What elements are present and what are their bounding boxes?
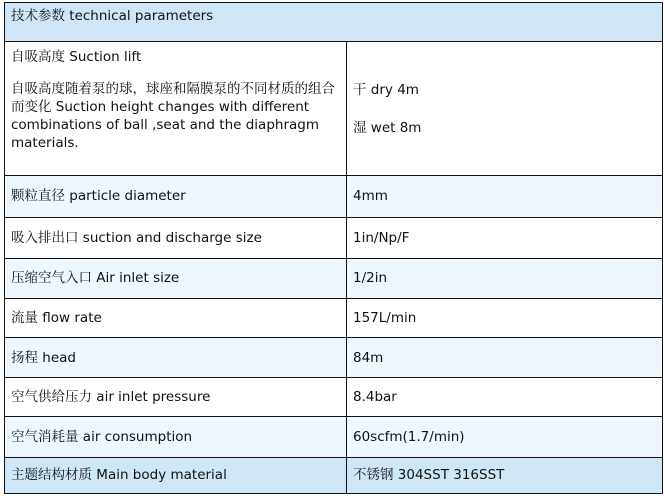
param-label: 压缩空气入口 Air inlet size	[5, 258, 347, 298]
table-row-suction-discharge-size	[5, 218, 663, 258]
table-row-air-inlet-size	[5, 258, 663, 298]
param-note: 自吸高度随着泵的球，球座和隔膜泵的不同材质的组合而变化 Suction height changes with different combinations of ball ,seat and the diaphragm materials.	[11, 81, 335, 152]
table-row-air-inlet-pressure	[5, 377, 663, 416]
param-label: 吸入排出口 suction and discharge size	[5, 218, 347, 258]
table-row-main-body-material	[5, 457, 663, 493]
param-value: 60scfm(1.7/min)	[347, 417, 663, 457]
param-label: 自吸高度 Suction lift	[11, 49, 142, 66]
param-value: 1/2in	[347, 258, 663, 298]
param-value: 1in/Np/F	[347, 218, 663, 258]
table-header-row	[5, 3, 663, 42]
table-row-particle-diameter	[5, 175, 663, 217]
table-row-flow-rate	[5, 298, 663, 337]
table-row-air-consumption	[5, 417, 663, 457]
param-label: 流量 flow rate	[5, 298, 347, 337]
param-value: 157L/min	[347, 298, 663, 337]
param-value-cell	[347, 42, 663, 175]
table-title: 技术参数 technical parameters	[5, 3, 663, 42]
param-value: 8.4bar	[347, 377, 663, 416]
table-row-suction-lift	[5, 42, 663, 175]
param-value-dry: 干 dry 4m	[353, 81, 419, 98]
param-value: 84m	[347, 338, 663, 377]
param-label: 颗粒直径 particle diameter	[5, 175, 347, 217]
param-label: 空气供给压力 air inlet pressure	[5, 377, 347, 416]
param-value-wet: 湿 wet 8m	[353, 119, 422, 136]
param-label: 空气消耗量 air consumption	[5, 417, 347, 457]
technical-parameters-table	[4, 2, 663, 494]
param-value: 4mm	[347, 175, 663, 217]
param-label: 主题结构材质 Main body material	[5, 457, 347, 493]
param-value: 不锈钢 304SST 316SST	[347, 457, 663, 493]
table-row-head	[5, 338, 663, 377]
param-label-cell	[5, 42, 347, 175]
param-label: 扬程 head	[5, 338, 347, 377]
